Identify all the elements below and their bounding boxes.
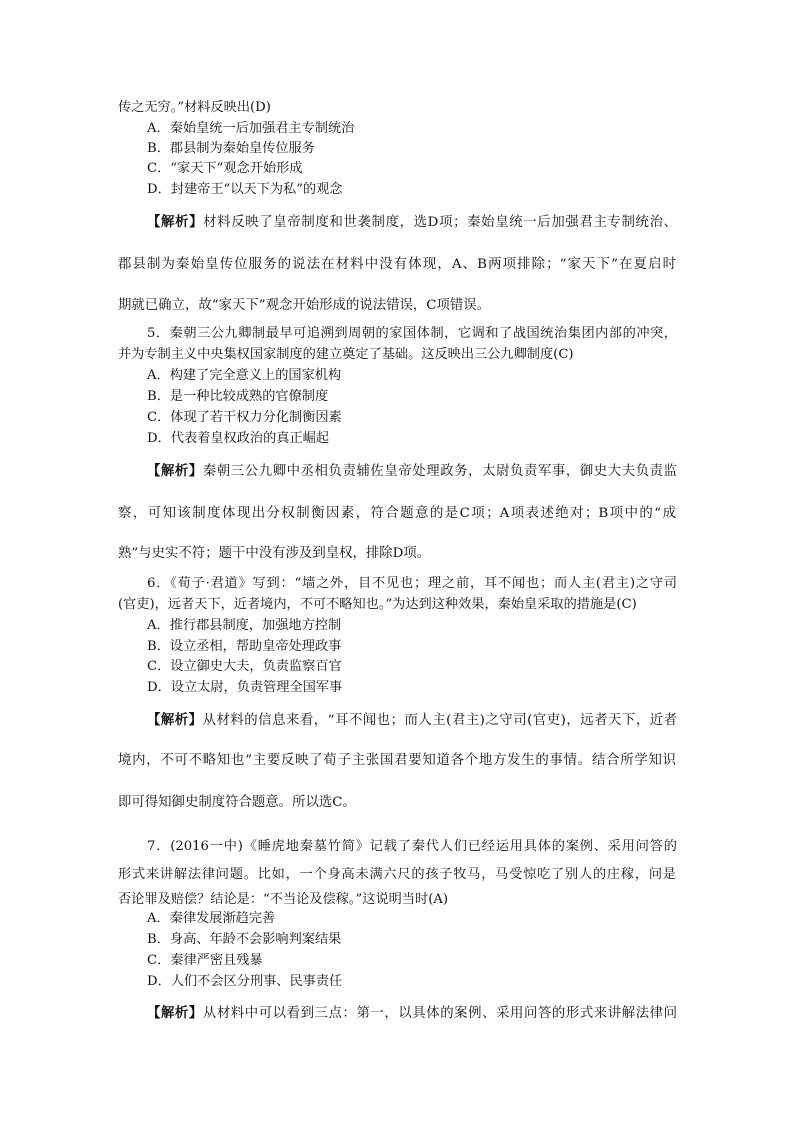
question-7-analysis-line-1 bbox=[147, 1004, 677, 1023]
analysis-text: 材料反映了皇帝制度和世袭制度，选D项；秦始皇统一后加强君主专制统治、 bbox=[203, 215, 678, 230]
question-6-option-c: C．设立御史大夫，负责监察百官 bbox=[147, 659, 342, 674]
analysis-tag: 【解析】 bbox=[147, 1005, 203, 1021]
question-6-analysis-line-1 bbox=[147, 711, 677, 730]
question-6-stem-line-1: 6．《荀子·君道》写到：“墙之外，目不见也；理之前，耳不闻也；而人主(君主)之守司 bbox=[147, 576, 677, 591]
question-7-option-c: C．秦律严密且残暴 bbox=[147, 953, 263, 968]
analysis-tag: 【解析】 bbox=[147, 463, 203, 479]
question-7-option-b: B．身高、年龄不会影响判案结果 bbox=[147, 932, 342, 947]
question-5-stem-line-1: 5．秦朝三公九卿制最早可追溯到周朝的家国体制，它调和了战国统治集团内部的冲突， bbox=[147, 326, 677, 341]
question-4-analysis-line-2: 郡县制为秦始皇传位服务的说法在材料中没有体现，A、B两项排除；“家天下”在夏启时 bbox=[118, 257, 676, 272]
analysis-text: 从材料的信息来看，“耳不闻也；而人主(君主)之守司(官吏)，远者天下，近者 bbox=[202, 713, 678, 728]
question-6-option-b: B．设立丞相，帮助皇帝处理政事 bbox=[147, 639, 342, 654]
question-5-option-d: D．代表着皇权政治的真正崛起 bbox=[147, 431, 330, 446]
question-5-analysis-line-2: 察，可知该制度体现出分权制衡因素，符合题意的是C项；A项表述绝对；B项中的“成 bbox=[118, 506, 676, 521]
question-6-stem-line-2: (官吏)，远者天下，近者境内，不可不略知也。”为达到这种效果，秦始皇采取的措施是(C) bbox=[118, 597, 637, 612]
question-6-analysis-line-3: 即可得知御史制度符合题意。所以选C。 bbox=[118, 795, 356, 810]
question-4-stem-end: 传之无穷。”材料反映出(D) bbox=[118, 100, 271, 115]
question-6-option-a: A．推行郡县制度，加强地方控制 bbox=[147, 618, 342, 633]
question-5-option-b: B．是一种比较成熟的官僚制度 bbox=[147, 389, 329, 404]
question-7-stem-line-3: 否论罪及赔偿？结论是：“不当论及偿稼。”这说明当时(A) bbox=[118, 892, 449, 907]
question-4-option-c: C．“家天下”观念开始形成 bbox=[147, 161, 303, 176]
question-5-option-a: A．构建了完全意义上的国家机构 bbox=[147, 368, 342, 383]
question-4-analysis-line-3: 期就已确立，故“家天下”观念开始形成的说法错误，C项错误。 bbox=[118, 298, 491, 313]
analysis-text: 从材料中可以看到三点：第一，以具体的案例、采用问答的形式来讲解法律问 bbox=[202, 1006, 678, 1021]
question-4-option-b: B．郡县制为秦始皇传位服务 bbox=[147, 141, 315, 156]
question-5-stem-line-2: 并为专制主义中央集权国家制度的建立奠定了基础。这反映出三公九卿制度(C) bbox=[118, 347, 574, 362]
question-6-analysis-line-2: 境内，不可不略知也”主要反映了荀子主张国君要知道各个地方发生的事情。结合所学知识 bbox=[118, 753, 676, 768]
question-7-stem-line-2: 形式来讲解法律问题。比如，一个身高未满六尺的孩子牧马，马受惊吃了别人的庄稼，问是 bbox=[118, 867, 676, 882]
question-4-analysis-line-1 bbox=[147, 213, 677, 232]
question-4-option-d: D．封建帝王“以天下为私”的观念 bbox=[147, 182, 343, 197]
analysis-tag: 【解析】 bbox=[147, 712, 203, 728]
question-7-option-a: A．秦律发展渐趋完善 bbox=[147, 911, 276, 926]
question-7-option-d: D．人们不会区分刑事、民事责任 bbox=[147, 974, 343, 989]
question-4-option-a: A．秦始皇统一后加强君主专制统治 bbox=[147, 121, 355, 136]
question-5-analysis-line-1 bbox=[147, 462, 677, 481]
question-7-stem-line-1: 7．(2016一中)《睡虎地秦墓竹简》记载了秦代人们已经运用具体的案例、采用问答的 bbox=[147, 839, 677, 854]
question-5-option-c: C．体现了若干权力分化制衡因素 bbox=[147, 410, 342, 425]
analysis-tag: 【解析】 bbox=[147, 214, 204, 230]
analysis-text: 秦朝三公九卿中丞相负责辅佐皇帝处理政务，太尉负责军事，御史大夫负责监 bbox=[202, 464, 678, 479]
question-5-analysis-line-3: 熟”与史实不符；题干中没有涉及到皇权，排除D项。 bbox=[118, 546, 431, 561]
question-6-option-d: D．设立太尉，负责管理全国军事 bbox=[147, 680, 343, 695]
